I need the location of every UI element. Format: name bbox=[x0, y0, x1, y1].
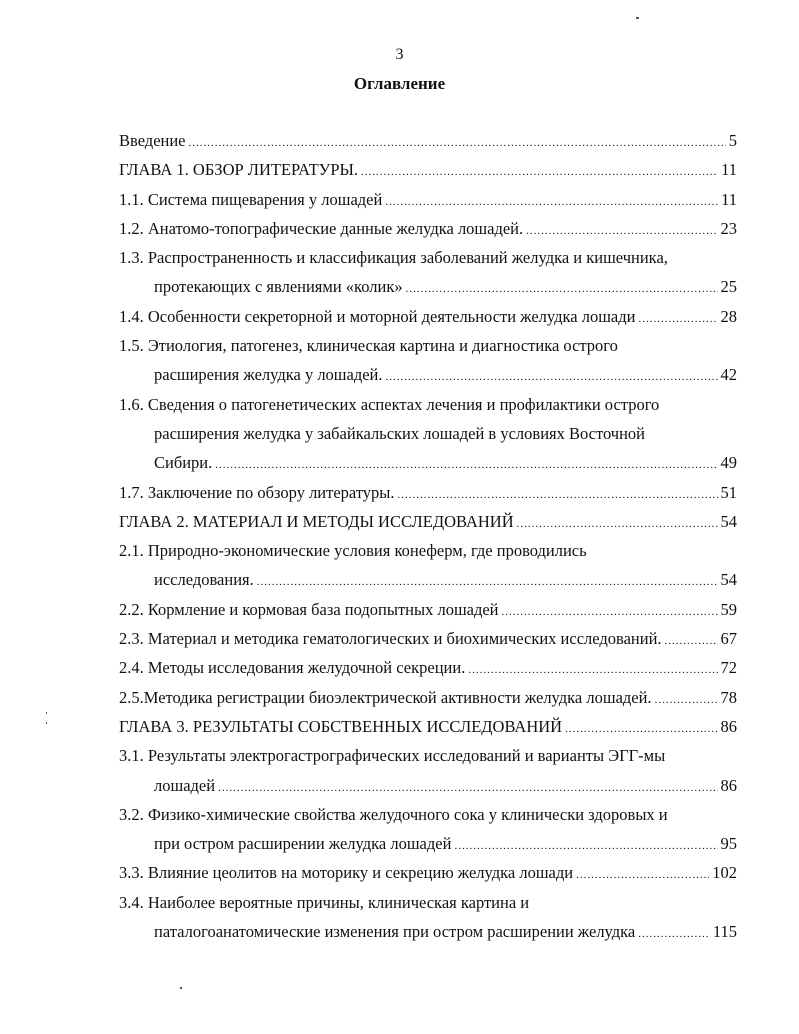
toc-entry bbox=[119, 858, 737, 887]
toc-page-number: 86 bbox=[720, 716, 737, 736]
dot-leader bbox=[386, 363, 718, 392]
toc-line bbox=[119, 536, 737, 565]
toc-page-number: 78 bbox=[720, 687, 737, 707]
toc-page-number: 59 bbox=[720, 599, 737, 619]
toc-page-number: 95 bbox=[720, 834, 737, 854]
toc-entry-text: 1.7. Заключение по обзору литературы. bbox=[119, 482, 395, 502]
dot-leader bbox=[565, 715, 717, 744]
toc-line bbox=[119, 390, 737, 419]
toc-page-number: 11 bbox=[721, 160, 737, 180]
toc-entry bbox=[119, 683, 737, 712]
toc-entry-text: 3.4. Наиболее вероятные причины, клиническая картина и bbox=[119, 892, 530, 912]
toc-page-number: 54 bbox=[720, 570, 737, 590]
toc-line bbox=[119, 448, 737, 477]
toc-entry-text: 3.1. Результаты электрогастрографических исследований и варианты ЭГГ-мы bbox=[119, 746, 666, 766]
toc-entry-text: 2.4. Методы исследования желудочной секреции. bbox=[119, 658, 466, 678]
toc-line bbox=[119, 653, 737, 682]
dot-leader bbox=[638, 920, 710, 949]
toc-line bbox=[119, 302, 737, 331]
toc-page-number: 51 bbox=[720, 482, 737, 502]
toc-entry bbox=[119, 653, 737, 682]
dot-leader bbox=[665, 627, 718, 656]
dot-leader bbox=[406, 275, 718, 304]
toc-line bbox=[119, 331, 737, 360]
toc-page-number: 54 bbox=[720, 511, 737, 531]
toc-entry bbox=[119, 595, 737, 624]
toc-entry-text: 1.4. Особенности секреторной и моторной деятельности желудка лошади bbox=[119, 306, 636, 326]
toc-line bbox=[119, 888, 737, 917]
toc-entry bbox=[119, 302, 737, 331]
toc-entry-text: 1.6. Сведения о патогенетических аспектах лечения и профилактики острого bbox=[119, 394, 660, 414]
dot-leader bbox=[189, 129, 726, 158]
toc-entry-text: при остром расширении желудка лошадей bbox=[154, 834, 452, 854]
toc-entry bbox=[119, 185, 737, 214]
toc-line bbox=[119, 917, 737, 946]
toc-line bbox=[119, 126, 737, 155]
table-of-contents bbox=[119, 126, 737, 946]
toc-line bbox=[119, 214, 737, 243]
toc-entry-text: 2.5.Методика регистрации биоэлектрической активности желудка лошадей. bbox=[119, 687, 652, 707]
dot-leader bbox=[398, 481, 718, 510]
toc-line bbox=[119, 741, 737, 770]
toc-page-number: 115 bbox=[712, 922, 737, 942]
scan-speck bbox=[180, 987, 182, 989]
toc-entry-text: протекающих с явлениями «колик» bbox=[154, 277, 403, 297]
dot-leader bbox=[385, 188, 718, 217]
toc-entry-text: расширения желудка у забайкальских лошадей в условиях Восточной bbox=[154, 423, 646, 443]
dot-leader bbox=[257, 568, 718, 597]
page-title: Оглавление bbox=[353, 74, 446, 93]
toc-entry bbox=[119, 155, 737, 184]
toc-line bbox=[119, 624, 737, 653]
toc-entry-text: ГЛАВА 2. МАТЕРИАЛ И МЕТОДЫ ИССЛЕДОВАНИЙ bbox=[119, 511, 514, 531]
toc-entry bbox=[119, 624, 737, 653]
toc-entry-text: исследования. bbox=[154, 570, 254, 590]
dot-leader bbox=[638, 305, 717, 334]
toc-line bbox=[119, 565, 737, 594]
toc-line bbox=[119, 771, 737, 800]
toc-entry bbox=[119, 536, 737, 595]
toc-line bbox=[119, 858, 737, 887]
toc-page-number: 72 bbox=[720, 658, 737, 678]
toc-line bbox=[119, 800, 737, 829]
dot-leader bbox=[576, 861, 709, 890]
toc-line bbox=[119, 243, 737, 272]
toc-line bbox=[119, 507, 737, 536]
toc-page-number: 11 bbox=[721, 189, 737, 209]
toc-entry-text: 1.3. Распространенность и классификация заболеваний желудка и кишечника, bbox=[119, 248, 668, 268]
toc-entry-text: 1.2. Анатомо-топографические данные желудка лошадей. bbox=[119, 218, 524, 238]
toc-entry-text: 2.2. Кормление и кормовая база подопытных лошадей bbox=[119, 599, 499, 619]
toc-line bbox=[119, 272, 737, 301]
dot-leader bbox=[526, 217, 717, 246]
scan-speck bbox=[46, 722, 47, 724]
toc-entry bbox=[119, 741, 737, 800]
toc-entry-text: Введение bbox=[119, 131, 186, 150]
scan-speck bbox=[636, 17, 639, 19]
toc-entry bbox=[119, 478, 737, 507]
dot-leader bbox=[502, 598, 718, 627]
toc-page-number: 67 bbox=[720, 629, 737, 649]
toc-entry bbox=[119, 712, 737, 741]
toc-entry-text: 1.5. Этиология, патогенез, клиническая картина и диагностика острого bbox=[119, 336, 618, 356]
toc-entry bbox=[119, 390, 737, 478]
toc-line bbox=[119, 712, 737, 741]
toc-page-number: 23 bbox=[720, 218, 737, 238]
toc-entry-text: ГЛАВА 1. ОБЗОР ЛИТЕРАТУРЫ. bbox=[119, 160, 359, 180]
toc-page-number: 25 bbox=[720, 277, 737, 297]
toc-page-number: 102 bbox=[712, 863, 737, 883]
toc-entry bbox=[119, 126, 737, 155]
toc-entry bbox=[119, 214, 737, 243]
toc-line bbox=[119, 478, 737, 507]
toc-entry bbox=[119, 331, 737, 390]
toc-entry-text: 3.2. Физико-химические свойства желудочного сока у клинически здоровых и bbox=[119, 804, 668, 824]
toc-entry bbox=[119, 800, 737, 859]
toc-line bbox=[119, 829, 737, 858]
toc-entry-text: 2.1. Природно-экономические условия конеферм, где проводились bbox=[119, 541, 587, 561]
dot-leader bbox=[655, 686, 718, 715]
toc-line bbox=[119, 360, 737, 389]
toc-entry-text: Сибири. bbox=[154, 453, 213, 473]
page-number: 3 bbox=[395, 46, 404, 63]
toc-page-number: 49 bbox=[720, 453, 737, 473]
toc-entry-text: 3.3. Влияние цеолитов на моторику и секрецию желудка лошади bbox=[119, 863, 574, 883]
dot-leader bbox=[218, 774, 717, 803]
toc-entry bbox=[119, 888, 737, 947]
dot-leader bbox=[517, 510, 718, 539]
toc-entry bbox=[119, 243, 737, 302]
dot-leader bbox=[215, 451, 717, 480]
toc-entry-text: расширения желудка у лошадей. bbox=[154, 365, 383, 385]
toc-line bbox=[119, 155, 737, 184]
toc-line bbox=[119, 683, 737, 712]
toc-entry-text: 1.1. Система пищеварения у лошадей bbox=[119, 189, 383, 209]
dot-leader bbox=[468, 656, 717, 685]
toc-page-number: 86 bbox=[720, 775, 737, 795]
toc-entry bbox=[119, 507, 737, 536]
toc-page-number: 42 bbox=[720, 365, 737, 385]
scan-speck bbox=[46, 712, 47, 714]
toc-page-number: 28 bbox=[720, 306, 737, 326]
dot-leader bbox=[361, 158, 718, 187]
toc-page-number: 5 bbox=[728, 131, 737, 150]
toc-entry-text: паталогоанатомические изменения при остром расширении желудка bbox=[154, 922, 636, 942]
toc-entry-text: 2.3. Материал и методика гематологических и биохимических исследований. bbox=[119, 629, 662, 649]
toc-line bbox=[119, 185, 737, 214]
dot-leader bbox=[454, 832, 717, 861]
toc-line bbox=[119, 419, 737, 448]
toc-entry-text: лошадей bbox=[154, 775, 216, 795]
toc-entry-text: ГЛАВА 3. РЕЗУЛЬТАТЫ СОБСТВЕННЫХ ИССЛЕДОВАНИЙ bbox=[119, 716, 563, 736]
toc-line bbox=[119, 595, 737, 624]
